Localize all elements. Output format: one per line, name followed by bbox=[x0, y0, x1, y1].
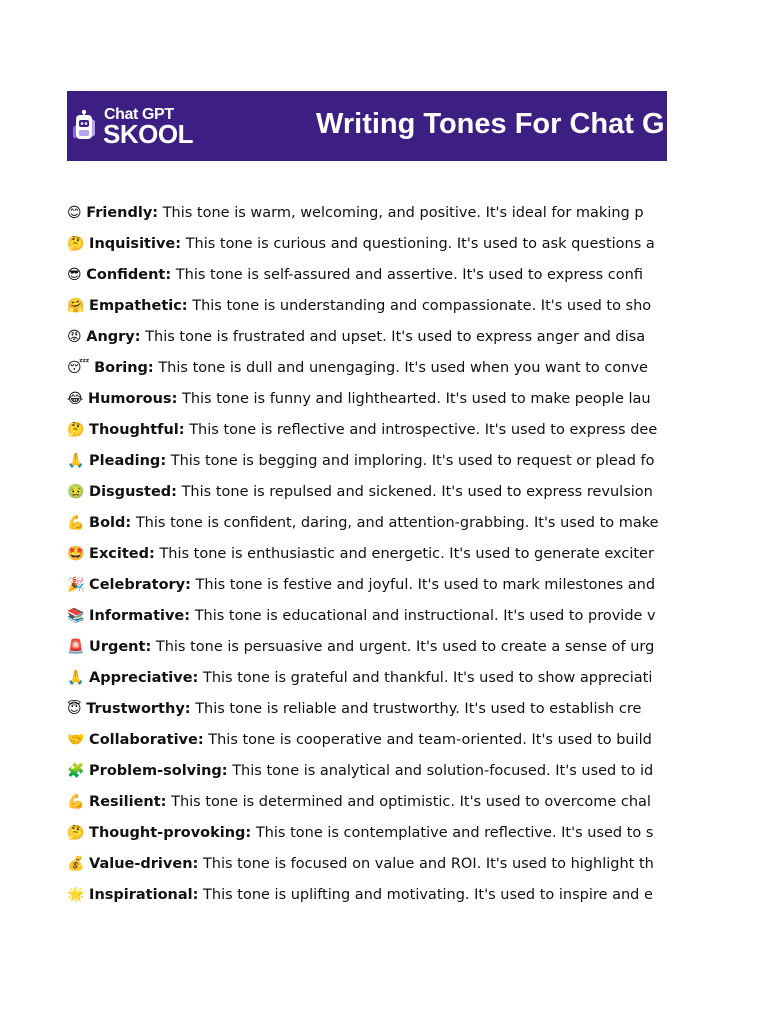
chatgpt-skool-logo bbox=[70, 103, 193, 151]
tone-description: This tone is confident, daring, and attention-grabbing. It's used to make bbox=[135, 515, 659, 531]
list-item bbox=[67, 698, 667, 729]
tone-label: Collaborative: bbox=[89, 732, 204, 748]
tone-description: This tone is contemplative and reflective. It's used to s bbox=[255, 825, 654, 841]
puzzle-piece-icon: 🧩 bbox=[67, 763, 85, 779]
page-title: Writing Tones For Chat G bbox=[316, 108, 665, 140]
party-popper-icon: 🎉 bbox=[67, 577, 85, 593]
folded-hands-icon: 🙏 bbox=[67, 453, 85, 469]
list-item bbox=[67, 667, 667, 698]
list-item bbox=[67, 388, 667, 419]
list-item bbox=[67, 357, 667, 388]
tone-label: Informative: bbox=[89, 608, 191, 624]
tone-description: This tone is reliable and trustworthy. It's used to establish cre bbox=[195, 701, 642, 717]
list-item bbox=[67, 202, 667, 233]
tone-description: This tone is festive and joyful. It's used to mark milestones and bbox=[195, 577, 656, 593]
tone-label: Trustworthy: bbox=[86, 701, 191, 717]
logo-text-top: Chat GPT bbox=[104, 106, 174, 123]
tone-label: Friendly: bbox=[86, 205, 159, 221]
list-item bbox=[67, 574, 667, 605]
tone-label: Inspirational: bbox=[89, 887, 199, 903]
list-item bbox=[67, 481, 667, 512]
list-item bbox=[67, 822, 667, 853]
robot-logo-icon bbox=[70, 105, 104, 149]
tone-description: This tone is determined and optimistic. It's used to overcome chal bbox=[171, 794, 651, 810]
tone-description: This tone is begging and imploring. It's used to request or plead fo bbox=[170, 453, 655, 469]
tone-description: This tone is analytical and solution-focused. It's used to id bbox=[232, 763, 654, 779]
tone-label: Value-driven: bbox=[89, 856, 199, 872]
tone-label: Celebratory: bbox=[89, 577, 191, 593]
halo-face-icon: 😇 bbox=[67, 701, 82, 717]
thinking-face-icon: 🤔 bbox=[67, 422, 85, 438]
tone-description: This tone is focused on value and ROI. It's used to highlight th bbox=[202, 856, 654, 872]
logo-text-bottom: SKOOL bbox=[103, 119, 193, 149]
list-item bbox=[67, 512, 667, 543]
list-item bbox=[67, 853, 667, 884]
tone-label: Disgusted: bbox=[89, 484, 177, 500]
tone-label: Resilient: bbox=[89, 794, 167, 810]
header-banner bbox=[67, 91, 667, 161]
tone-description: This tone is persuasive and urgent. It's used to create a sense of urg bbox=[155, 639, 655, 655]
tone-list bbox=[67, 202, 667, 915]
tone-description: This tone is repulsed and sickened. It's used to express revulsion bbox=[181, 484, 653, 500]
tone-label: Bold: bbox=[89, 515, 132, 531]
tone-description: This tone is warm, welcoming, and positive. It's ideal for making p bbox=[162, 205, 644, 221]
tone-label: Confident: bbox=[86, 267, 172, 283]
tone-label: Excited: bbox=[89, 546, 155, 562]
thinking-face-icon: 🤔 bbox=[67, 825, 85, 841]
tone-label: Boring: bbox=[94, 360, 154, 376]
tone-label: Empathetic: bbox=[89, 298, 188, 314]
glowing-star-icon: 🌟 bbox=[67, 887, 85, 903]
tone-label: Problem-solving: bbox=[89, 763, 228, 779]
thinking-face-icon: 🤔 bbox=[67, 236, 85, 252]
tone-description: This tone is enthusiastic and energetic. It's used to generate exciter bbox=[159, 546, 654, 562]
tone-description: This tone is funny and lighthearted. It's used to make people lau bbox=[181, 391, 651, 407]
tone-description: This tone is educational and instructional. It's used to provide v bbox=[194, 608, 656, 624]
smiling-face-icon: 😊 bbox=[67, 205, 82, 221]
tone-description: This tone is cooperative and team-oriented. It's used to build bbox=[208, 732, 652, 748]
tone-description: This tone is curious and questioning. It's used to ask questions a bbox=[185, 236, 655, 252]
star-struck-face-icon: 🤩 bbox=[67, 546, 85, 562]
list-item bbox=[67, 791, 667, 822]
list-item bbox=[67, 450, 667, 481]
nauseated-face-icon: 🤢 bbox=[67, 484, 85, 500]
list-item bbox=[67, 729, 667, 760]
tone-label: Humorous: bbox=[87, 391, 178, 407]
angry-face-icon: 😡 bbox=[67, 329, 82, 345]
list-item bbox=[67, 264, 667, 295]
list-item bbox=[67, 760, 667, 791]
tone-description: This tone is dull and unengaging. It's used when you want to conve bbox=[158, 360, 648, 376]
list-item bbox=[67, 295, 667, 326]
tone-description: This tone is understanding and compassionate. It's used to sho bbox=[192, 298, 652, 314]
sleeping-face-icon: 😴 bbox=[67, 360, 90, 376]
tone-label: Inquisitive: bbox=[89, 236, 182, 252]
tone-description: This tone is uplifting and motivating. It's used to inspire and e bbox=[203, 887, 653, 903]
tone-label: Thought-provoking: bbox=[89, 825, 252, 841]
flexed-biceps-icon: 💪 bbox=[67, 794, 85, 810]
list-item bbox=[67, 884, 667, 915]
hugging-face-icon: 🤗 bbox=[67, 298, 85, 314]
list-item bbox=[67, 326, 667, 357]
tone-description: This tone is frustrated and upset. It's used to express anger and disa bbox=[145, 329, 646, 345]
flexed-biceps-icon: 💪 bbox=[67, 515, 85, 531]
tone-description: This tone is reflective and introspective. It's used to express dee bbox=[189, 422, 658, 438]
tone-label: Appreciative: bbox=[89, 670, 199, 686]
list-item bbox=[67, 419, 667, 450]
content-area bbox=[67, 91, 667, 921]
folded-hands-icon: 🙏 bbox=[67, 670, 85, 686]
list-item bbox=[67, 543, 667, 574]
list-item bbox=[67, 233, 667, 264]
tone-label: Urgent: bbox=[89, 639, 152, 655]
list-item bbox=[67, 636, 667, 667]
tone-label: Pleading: bbox=[89, 453, 167, 469]
siren-icon: 🚨 bbox=[67, 639, 85, 655]
money-bag-icon: 💰 bbox=[67, 856, 85, 872]
tone-description: This tone is self-assured and assertive. It's used to express confi bbox=[175, 267, 643, 283]
handshake-icon: 🤝 bbox=[67, 732, 85, 748]
list-item bbox=[67, 605, 667, 636]
tone-label: Angry: bbox=[86, 329, 141, 345]
sunglasses-face-icon: 😎 bbox=[67, 267, 82, 283]
tone-label: Thoughtful: bbox=[89, 422, 185, 438]
laughing-face-icon: 😂 bbox=[67, 391, 84, 407]
books-icon: 📚 bbox=[67, 608, 85, 624]
tone-description: This tone is grateful and thankful. It's used to show appreciati bbox=[202, 670, 653, 686]
